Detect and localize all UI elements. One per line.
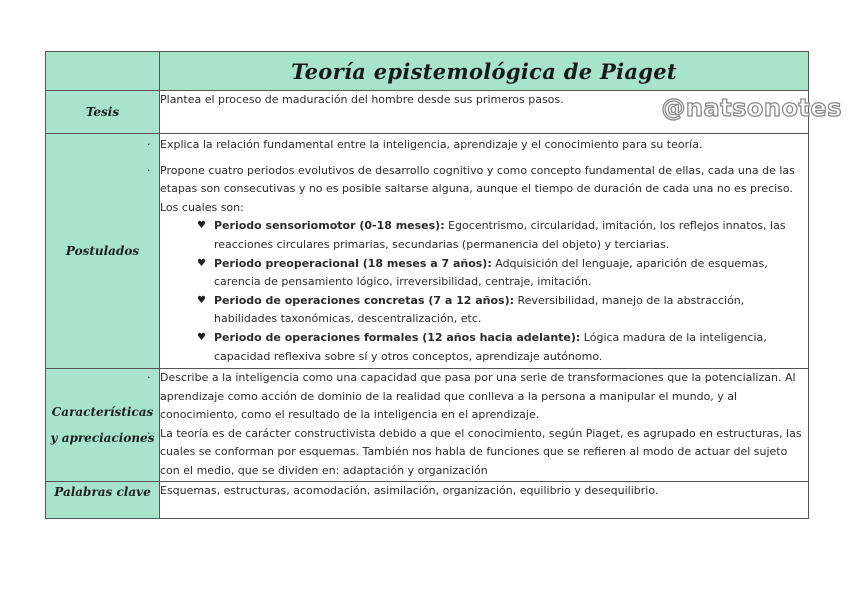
period-name: Periodo sensoriomotor (0-18 meses):: [214, 219, 445, 233]
caracteristicas-cell: [160, 369, 809, 482]
caracteristica-item: . Describe a la inteligencia como una capacidad que pasa por una serie de transformaciones que la potencializan. Al aprendizaje como acción de dominio de la realidad que conlleva a la persona a manipular el mundo, y al conocimiento, como el resultado de la inteligencia en el aprendizaje.: [160, 369, 808, 425]
period-item: [214, 255, 808, 292]
title-row: [46, 52, 809, 91]
postulados-row: [46, 134, 809, 369]
palabras-cell: [160, 482, 809, 519]
period-name: Periodo de operaciones formales (12 años hacia adelante):: [214, 330, 581, 344]
caracteristicas-label-line1: Características: [51, 405, 154, 419]
period-desc: Reversibilidad, manejo de la abstracción, habilidades taxonómicas, descentralización, etc.: [214, 293, 745, 326]
period-item: [214, 217, 808, 254]
watermark: @natsonotes: [661, 94, 842, 122]
period-desc: Adquisición del lenguaje, aparición de esquemas, carencia de pensamiento lógico, irreversibilidad, centraje, imitación.: [214, 256, 768, 289]
period-name: Periodo preoperacional (18 meses a 7 años):: [214, 256, 492, 270]
caracteristicas-list: [160, 369, 808, 481]
periods-list: [160, 217, 808, 366]
postulado-item: [160, 162, 808, 367]
postulados-label: Postulados: [46, 134, 160, 369]
period-desc: Egocentrismo, circularidad, imitación, los reflejos innatos, las reacciones circulares primarias, secundarias (permanencia del objeto) y terciarias.: [214, 219, 786, 251]
caracteristicas-row: [46, 369, 809, 482]
palabras-row: [46, 482, 809, 519]
piaget-summary-table: [45, 51, 842, 519]
palabras-label: Palabras clave: [46, 482, 160, 519]
caracteristicas-label: [46, 369, 160, 482]
period-name: Periodo de operaciones concretas (7 a 12 años):: [214, 293, 515, 307]
caracteristicas-label-line2: y apreciaciones: [50, 431, 155, 445]
period-item: [214, 329, 808, 366]
palabras-text: Esquemas, estructuras, acomodación, asimilación, organización, equilibrio y desequilibrio.: [160, 484, 659, 497]
page-title: Teoría epistemológica de Piaget: [291, 58, 677, 84]
tesis-label: Tesis: [46, 91, 160, 134]
caracteristica-item: . La teoría es de carácter constructivista debido a que el conocimiento, según Piaget, es agrupado en estructuras, las cuales se conforman por esquemas. También nos habla de funciones que se refieren al modo de actuar del sujeto con el medio, que se dividen en: adaptación y organización: [160, 425, 808, 481]
tesis-cell: [160, 91, 842, 134]
postulados-list: [160, 136, 808, 366]
title-cell: [160, 52, 809, 91]
tesis-text: Plantea el proceso de maduración del hombre desde sus primeros pasos.: [160, 93, 564, 106]
postulado-item: . Explica la relación fundamental entre la inteligencia, aprendizaje y el conocimiento para su teoría.: [160, 136, 808, 155]
period-desc: Lógica madura de la inteligencia, capacidad reflexiva sobre sí y otros conceptos, aprendizaje autónomo.: [214, 330, 767, 363]
postulado-text: Propone cuatro periodos evolutivos de desarrollo cognitivo y como concepto fundamental de ellas, cada una de las etapas son consecutivas y no es posible saltarse alguna, aunque el tiempo de duración de cada una no es preciso. Los cuales son:: [160, 163, 795, 214]
period-item: [214, 292, 808, 329]
title-corner-cell: [46, 52, 160, 91]
postulados-cell: [160, 134, 809, 369]
tesis-row: [46, 91, 809, 134]
